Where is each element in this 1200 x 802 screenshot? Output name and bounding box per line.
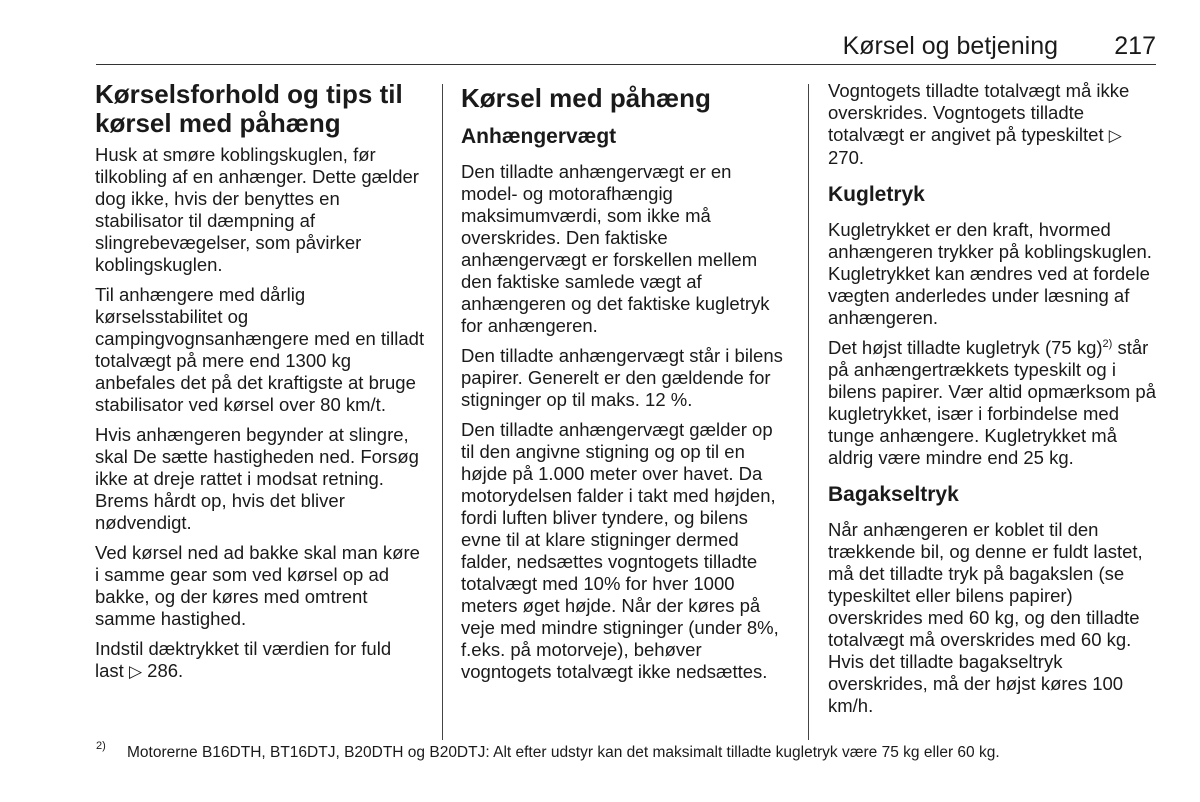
page-reference[interactable]: 286.	[147, 660, 184, 681]
column-middle	[461, 80, 791, 691]
paragraph: Hvis anhængeren begynder at slingre, skal De sætte hastigheden ned. Forsøg ikke at dreje rattet i modsat retning. Brems hårdt op, hvis det bliver nødvendigt.	[95, 424, 419, 533]
paragraph: Den tilladte anhængervægt står i bilens papirer. Generelt er den gældende for stigninger op til maks. 12 %.	[461, 345, 783, 410]
subheading: Bagakseltryk	[828, 483, 959, 506]
paragraph: Den tilladte anhængervægt er en model- og motorafhængig maksimumværdi, som ikke må overskrides. Den faktiske anhængervægt er forskellen mellem den faktiske samlede vægt af anhængeren og det faktiske kugletryk for anhængeren.	[461, 161, 770, 336]
footnote-text: Motorerne B16DTH, BT16DTJ, B20DTH og B20DTJ: Alt efter udstyr kan det maksimalt tilladte kugletryk være 75 kg eller 60 kg.	[127, 744, 1000, 761]
paragraph: Ved kørsel ned ad bakke skal man køre i samme gear som ved kørsel op ad bakke, og der køres med omtrent samme hastighed.	[95, 542, 420, 629]
paragraph: Husk at smøre koblingskuglen, før tilkobling af en anhænger. Dette gælder dog ikke, hvis der benyttes en stabilisator til dæmpning af slingrebevægelser, som påvirker koblingskuglen.	[95, 144, 419, 275]
paragraph-text: Det højst tilladte kugletryk (75 kg)	[828, 337, 1103, 358]
reference-arrow-icon: ▷	[1108, 126, 1122, 145]
column-divider	[808, 84, 809, 740]
column-divider	[442, 84, 443, 740]
page-header	[96, 28, 1156, 65]
paragraph-text: Vogntogets tilladte totalvægt må ikke overskrides. Vogntogets tilladte totalvægt er angivet på typeskiltet	[828, 80, 1130, 145]
column-left	[95, 80, 425, 691]
subheading: Anhængervægt	[461, 125, 617, 148]
subheading: Kugletryk	[828, 183, 925, 206]
page-reference[interactable]: 270.	[828, 147, 865, 168]
paragraph: Kugletrykket er den kraft, hvormed anhængeren trykker på koblingskuglen. Kugletrykket kan ændres ved at fordele vægten anderledes under læsning af anhængeren.	[828, 219, 1152, 328]
paragraph-text: står på anhængertrækkets typeskilt og i bilens papirer. Vær altid opmærksom på kugletrykket, især i forbindelse med tunge anhængere. Kugletrykket må aldrig være mindre end 25 kg.	[828, 337, 1157, 468]
section-heading: Kørselsforhold og tips til kørsel med påhæng	[95, 79, 403, 138]
reference-arrow-icon: ▷	[128, 662, 143, 681]
paragraph-text: Indstil dæktrykket til værdien for fuld last	[95, 638, 392, 681]
section-heading: Kørsel med påhæng	[461, 83, 711, 113]
section-title: Kørsel og betjening	[842, 32, 1058, 60]
paragraph	[95, 638, 425, 683]
paragraph: Den tilladte anhængervægt gælder op til den angivne stigning og op til en højde på 1.000 meter over havet. Da motorydelsen falder i takt med højden, fordi luften bliver tyndere, og bilens evne til at klare stigninger dermed falder, nedsættes vogntogets tilladte totalvægt med 10% for hver 1000 meters øget højde. Når der køres på veje med mindre stigninger (under 8%, f.eks. på motorveje), behøver vogntogets totalvægt ikke nedsættes.	[461, 419, 779, 682]
page-number: 217	[1114, 32, 1156, 60]
paragraph: Når anhængeren er koblet til den trækkende bil, og denne er fuldt lastet, må det tilladte tryk på bagakslen (se typeskiltet eller bilens papirer) overskrides med 60 kg, og den tilladte totalvægt må overskrides med 60 kg. Hvis det tilladte bagakseltryk overskrides, må der højst køres 100 km/h.	[828, 519, 1143, 716]
paragraph: Til anhængere med dårlig kørselsstabilitet og campingvognsanhængere med en tilladt totalvægt på mere end 1300 kg anbefales det på det kraftigste at bruge stabilisator ved kørsel over 80 km/t.	[95, 284, 425, 415]
footnote-reference[interactable]: 2)	[1102, 337, 1113, 350]
footnote-mark: 2)	[96, 740, 106, 752]
paragraph	[828, 80, 1160, 169]
column-right	[828, 80, 1160, 725]
paragraph	[828, 337, 1160, 469]
